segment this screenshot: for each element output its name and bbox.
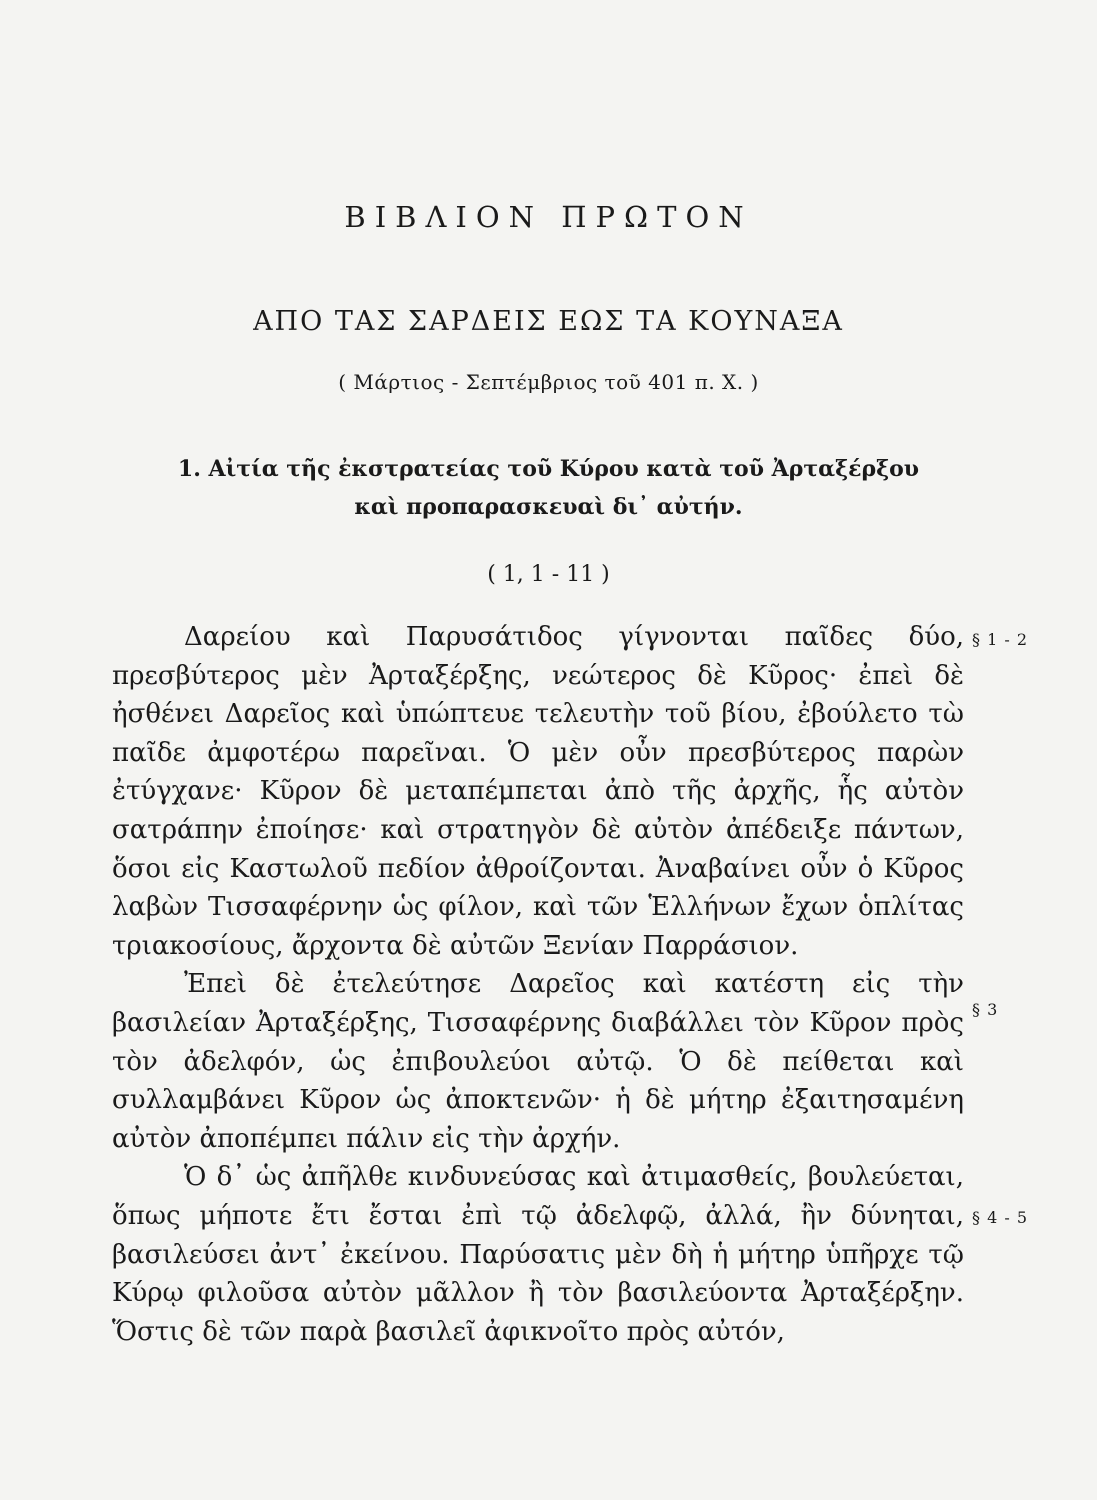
section-mark: § 4 - 5 bbox=[972, 1208, 1029, 1227]
date-range: ( Μάρτιος - Σεπτέμβριος τοῦ 401 π. Χ. ) bbox=[338, 370, 759, 394]
section-mark: § 1 - 2 bbox=[972, 630, 1029, 649]
paragraph: Ὁ δ᾿ ὡς ἀπῆλθε κινδυνεύσας καὶ ἀτιμασθείς, βουλεύεται, ὅπως μήποτε ἔτι ἔσται ἐπὶ τῷ ἀδελφῷ, ἀλλά, ἢν δύνηται, βασιλεύσει ἀντ᾿ ἐκείνου. Παρύσατις μὲν δὴ ἡ μήτηρ ὑπῆρχε τῷ Κύρῳ φιλοῦσα αὐτὸν μᾶλλον ἢ τὸν βασιλεύοντα Ἀρταξέρξην. Ὅστις δὲ τῶν παρὰ βασιλεῖ ἀφικνοῖτο πρὸς αὐτόν, bbox=[112, 1162, 964, 1347]
chapter-heading-line2: καὶ προπαρασκευαὶ δι᾿ αὐτήν. bbox=[354, 494, 743, 520]
book-title: ΒΙΒΛΙΟΝ ΠΡΩΤΟΝ bbox=[344, 200, 753, 234]
chapter-heading-line1: 1. Αἰτία τῆς ἐκστρατείας τοῦ Κύρου κατὰ τοῦ Ἀρταξέρξου bbox=[177, 456, 920, 482]
body-text bbox=[112, 618, 964, 1351]
paragraph: Ἐπεὶ δὲ ἐτελεύτησε Δαρεῖος καὶ κατέστη εἰς τὴν βασιλείαν Ἀρταξέρξης, Τισσαφέρνης διαβάλλει τὸν Κῦρον πρὸς τὸν ἀδελφόν, ὡς ἐπιβουλεύοι αὐτῷ. Ὁ δὲ πείθεται καὶ συλλαμβάνει Κῦρον ὡς ἀποκτενῶν· ἡ δὲ μήτηρ ἐξαιτησαμένη αὐτὸν ἀποπέμπει πάλιν εἰς τὴν ἀρχήν. bbox=[112, 969, 964, 1154]
section-mark: § 3 bbox=[972, 1000, 999, 1019]
part-title: ΑΠΟ ΤΑΣ ΣΑΡΔΕΙΣ ΕΩΣ ΤΑ ΚΟΥΝΑΞΑ bbox=[253, 306, 844, 337]
chapter-reference: ( 1, 1 - 11 ) bbox=[487, 562, 610, 587]
chapter-heading bbox=[0, 450, 1097, 526]
paragraph: Δαρείου καὶ Παρυσάτιδος γίγνονται παῖδες δύο, πρεσβύτερος μὲν Ἀρταξέρξης, νεώτερος δὲ Κῦρος· ἐπεὶ δὲ ἠσθένει Δαρεῖος καὶ ὑπώπτευε τελευτὴν τοῦ βίου, ἐβούλετο τὼ παῖδε ἀμφοτέρω παρεῖναι. Ὁ μὲν οὖν πρεσβύτερος παρὼν ἐτύγχανε· Κῦρον δὲ μεταπέμπεται ἀπὸ τῆς ἀρχῆς, ἧς αὐτὸν σατράπην ἐποίησε· καὶ στρατηγὸν δὲ αὐτὸν ἀπέδειξε πάντων, ὅσοι εἰς Καστωλοῦ πεδίον ἀθροίζονται. Ἀναβαίνει οὖν ὁ Κῦρος λαβὼν Τισσαφέρνην ὡς φίλον, καὶ τῶν Ἑλλήνων ἔχων ὁπλίτας τριακοσίους, ἄρχοντα δὲ αὐτῶν Ξενίαν Παρράσιον. bbox=[112, 622, 964, 961]
